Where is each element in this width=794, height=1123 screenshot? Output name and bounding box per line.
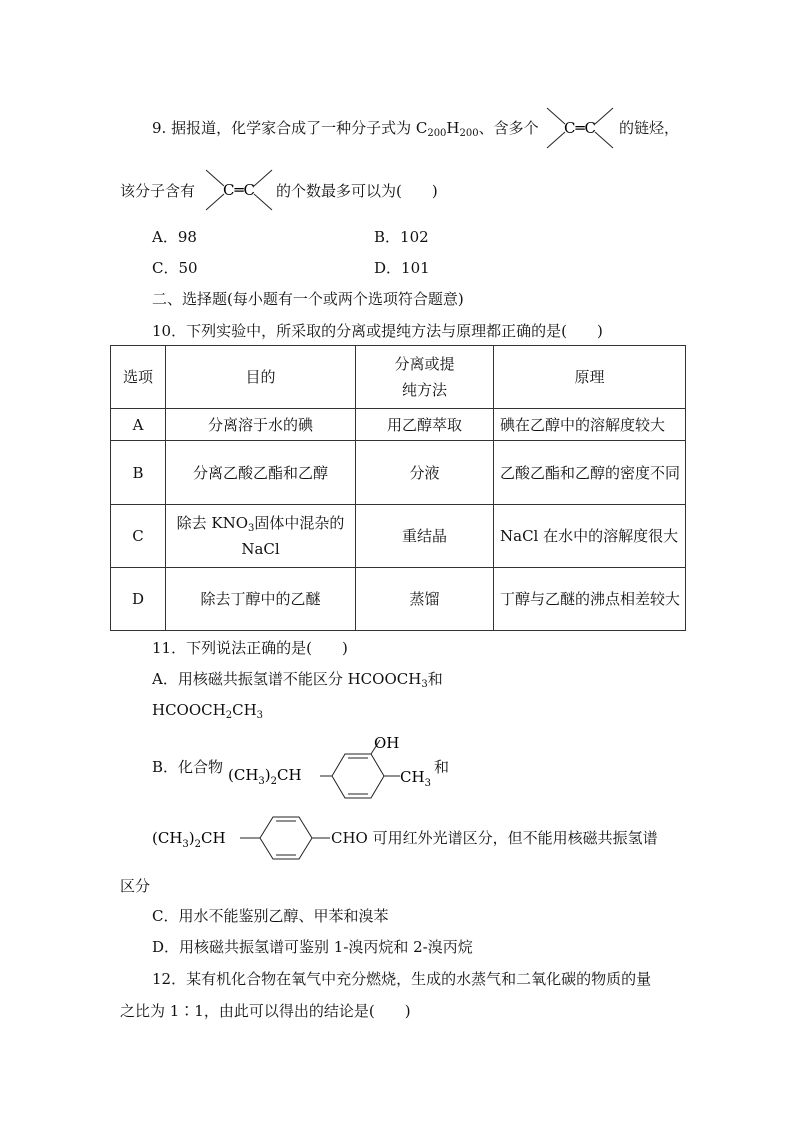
table-cell: 碘在乙醇中的溶解度较大 [494, 409, 686, 441]
subscript: 3 [256, 710, 264, 721]
cell-text: 固体中混杂的NaCl [241, 514, 345, 558]
table-cell: 分液 [356, 441, 494, 505]
struct-part: (CH [152, 829, 183, 847]
struct-part: CH [201, 829, 226, 847]
subscript: 200 [459, 128, 479, 139]
double-bond-structure [204, 168, 274, 212]
struct-text [228, 766, 302, 787]
q12-line1: 12．某有机化合物在氧气中充分燃烧，生成的水蒸气和二氧化碳的物质的量 [152, 970, 652, 988]
q9-text: 、含多个 [478, 119, 539, 137]
header-line: 分离或提 [394, 355, 455, 373]
q9-line2-end: 的个数最多可以为( ) [276, 182, 438, 200]
table-header: 目的 [166, 346, 356, 409]
table-cell: A [111, 409, 166, 441]
table-cell: 蒸馏 [356, 568, 494, 631]
table-cell: 重结晶 [356, 505, 494, 568]
q9-line1 [152, 118, 539, 138]
q12-line2: 之比为 1∶1，由此可以得出的结论是( ) [120, 1002, 411, 1020]
table-cell: 分离乙酸乙酯和乙醇 [166, 441, 356, 505]
table-header [356, 346, 494, 409]
table-cell: D [111, 568, 166, 631]
struct-part: CH [277, 766, 302, 784]
q11-option-b-and: 和 [434, 758, 450, 776]
struct-text [400, 768, 431, 789]
q10-table [110, 345, 686, 631]
struct-part: ) [188, 829, 195, 847]
compound-structure-1 [228, 730, 438, 798]
table-cell: B [111, 441, 166, 505]
table-header: 选项 [111, 346, 166, 409]
q11-option-c[interactable]: C．用水不能鉴别乙醇、甲苯和溴苯 [152, 907, 389, 925]
bond-label: C═C [223, 181, 255, 199]
table-row [111, 441, 686, 505]
option-text: 可用红外光谱区分，但不能用核磁共振氢谱 [367, 829, 658, 847]
struct-part: (CH [228, 766, 259, 784]
q9-option-d[interactable]: D．101 [374, 259, 430, 277]
table-cell: 丁醇与乙醚的沸点相差较大 [494, 568, 686, 631]
double-bond-structure [545, 106, 615, 150]
table-row [111, 568, 686, 631]
option-text: HCOOCH [152, 701, 226, 719]
q11-option-d[interactable]: D．用核磁共振氢谱可鉴别 1-溴丙烷和 2-溴丙烷 [152, 938, 473, 956]
table-cell: 除去丁醇中的乙醚 [166, 568, 356, 631]
cell-text: 除去 KNO [176, 514, 248, 532]
option-text: CH [232, 701, 257, 719]
struct-part: ) [264, 766, 271, 784]
q9-option-c[interactable]: C．50 [152, 259, 198, 277]
struct-sub: 3 [424, 778, 431, 789]
q11-option-b-prefix[interactable]: B．化合物 [152, 758, 224, 776]
struct-part: CH [400, 768, 425, 786]
table-header: 原理 [494, 346, 686, 409]
section-title: 二、选择题(每小题有一个或两个选项符合题意) [152, 290, 464, 308]
table-cell [166, 505, 356, 568]
q11-option-a-cont [152, 700, 263, 720]
struct-sub: 3 [182, 839, 189, 850]
table-cell: C [111, 505, 166, 568]
table-row [111, 505, 686, 568]
subscript: 200 [427, 128, 447, 139]
q11-stem: 11．下列说法正确的是( ) [152, 639, 348, 657]
option-text: A．用核磁共振氢谱不能区分 HCOOCH [152, 670, 422, 688]
table-row [111, 409, 686, 441]
option-text: 和 [427, 670, 443, 688]
q9-text: 9. 据报道，化学家合成了一种分子式为 C [152, 119, 428, 137]
table-cell: 用乙醇萃取 [356, 409, 494, 441]
q9-line1-end: 的链烃， [619, 119, 680, 137]
hydroxyl-label: OH [374, 734, 400, 752]
bond-label: C═C [564, 119, 596, 137]
q10-stem: 10．下列实验中，所采取的分离或提纯方法与原理都正确的是( ) [152, 322, 603, 340]
q9-option-b[interactable]: B．102 [374, 228, 429, 246]
struct-sub: 2 [194, 839, 202, 850]
header-line: 纯方法 [401, 381, 447, 399]
q9-option-a[interactable]: A．98 [152, 228, 197, 246]
compound-structure-2 [152, 815, 332, 861]
q9-text: H [446, 119, 460, 137]
q11-option-b-tail [331, 828, 658, 848]
struct-sub: 3 [258, 776, 265, 787]
subscript: 3 [248, 523, 255, 534]
table-header-row [111, 346, 686, 409]
q11-option-b-line3: 区分 [120, 877, 151, 895]
struct-sub: 2 [270, 776, 278, 787]
table-cell: 乙酸乙酯和乙醇的密度不同 [494, 441, 686, 505]
subscript: 3 [421, 679, 428, 690]
aldehyde-label: CHO [331, 829, 368, 847]
table-cell: 分离溶于水的碘 [166, 409, 356, 441]
subscript: 2 [225, 710, 233, 721]
q11-option-a[interactable] [152, 669, 443, 689]
struct-text [152, 829, 226, 850]
q9-line2-start: 该分子含有 [120, 182, 196, 200]
table-cell: NaCl 在水中的溶解度很大 [494, 505, 686, 568]
